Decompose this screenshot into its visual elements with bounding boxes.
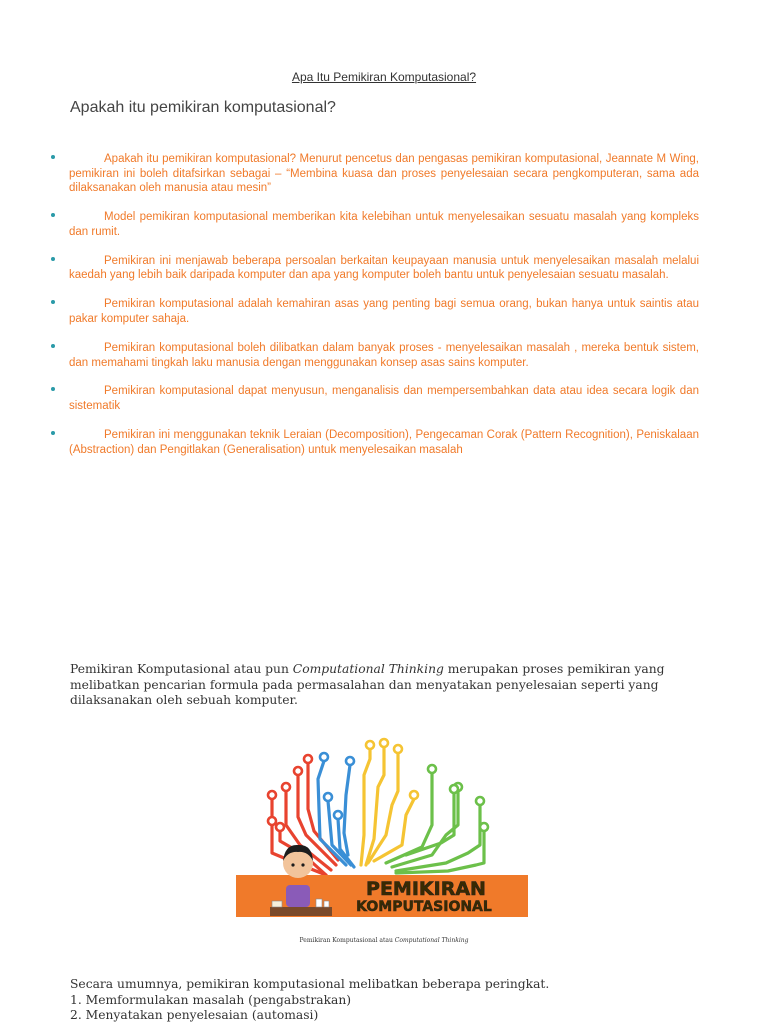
document-title: Apa Itu Pemikiran Komputasional? [291, 70, 477, 84]
computational-thinking-illustration [236, 735, 528, 920]
figure-caption: Pemikiran Komputasional atau Computational Thinking [299, 937, 469, 944]
list-item: Pemikiran komputasional adalah kemahiran asas yang penting bagi semua orang, bukan hanya untuk saintis atau pakar komputer sahaja. [49, 297, 699, 326]
list-item: Pemikiran komputasional boleh dilibatkan dalam banyak proses - menyelesaikan masalah , mereka bentuk sistem, dan memahami tingkah laku manusia dengan menggunakan konsep asas sains komputer. [49, 341, 699, 370]
definition-paragraph: Pemikiran Komputasional atau pun Computational Thinking merupakan proses pemikiran yang melibatkan pencarian formula pada permasalahan dan menyatakan penyelesaian seperti yang dilaksanakan oleh sebuah komputer. [70, 662, 665, 707]
list-item: Pemikiran ini menggunakan teknik Leraian (Decomposition), Pengecaman Corak (Pattern Recognition), Peniskalaan (Abstraction) dan Pengitlakan (Generalisation) untuk menyelesaikan masalah [49, 428, 699, 457]
list-item: Model pemikiran komputasional memberikan kita kelebihan untuk menyelesaikan sesuatu masalah yang kompleks dan rumit. [49, 210, 699, 239]
bullet-dot [51, 344, 55, 348]
bullet-list [49, 152, 699, 472]
bullet-dot [51, 213, 55, 217]
bullet-dot [51, 387, 55, 391]
stages-intro: Secara umumnya, pemikiran komputasional melibatkan beberapa peringkat. [70, 977, 550, 991]
stages-paragraph [70, 977, 690, 1024]
section-heading: Apakah itu pemikiran komputasional? [70, 99, 336, 116]
bullet-dot [51, 257, 55, 261]
bullet-dot [51, 300, 55, 304]
stage-item: 1. Memformulakan masalah (pengabstrakan) [70, 992, 352, 1007]
banner-title-line1: PEMIKIRAN [366, 878, 486, 900]
list-item: Pemikiran ini menjawab beberapa persoalan berkaitan keupayaan manusia untuk menyelesaikan masalah melalui kaedah yang lebih baik daripada komputer dan apa yang komputer boleh bantu untuk penyelesaian sesuatu masalah. [49, 254, 699, 283]
bullet-dot [51, 155, 55, 159]
bullet-dot [51, 431, 55, 435]
brain-circuit-graphic [236, 735, 528, 920]
banner-title-line2: KOMPUTASIONAL [356, 899, 492, 915]
stage-item: 2. Menyatakan penyelesaian (automasi) [70, 1008, 319, 1022]
list-item: Apakah itu pemikiran komputasional? Menurut pencetus dan pengasas pemikiran komputasional, Jeannate M Wing, pemikiran ini boleh ditafsirkan sebagai – “Membina kuasa dan proses penyelesaian secara pengkomputeran, sama ada dilaksanakan oleh manusia atau mesin” [49, 152, 699, 196]
list-item: Pemikiran komputasional dapat menyusun, menganalisis dan mempersembahkan data atau idea secara logik dan sistematik [49, 384, 699, 413]
